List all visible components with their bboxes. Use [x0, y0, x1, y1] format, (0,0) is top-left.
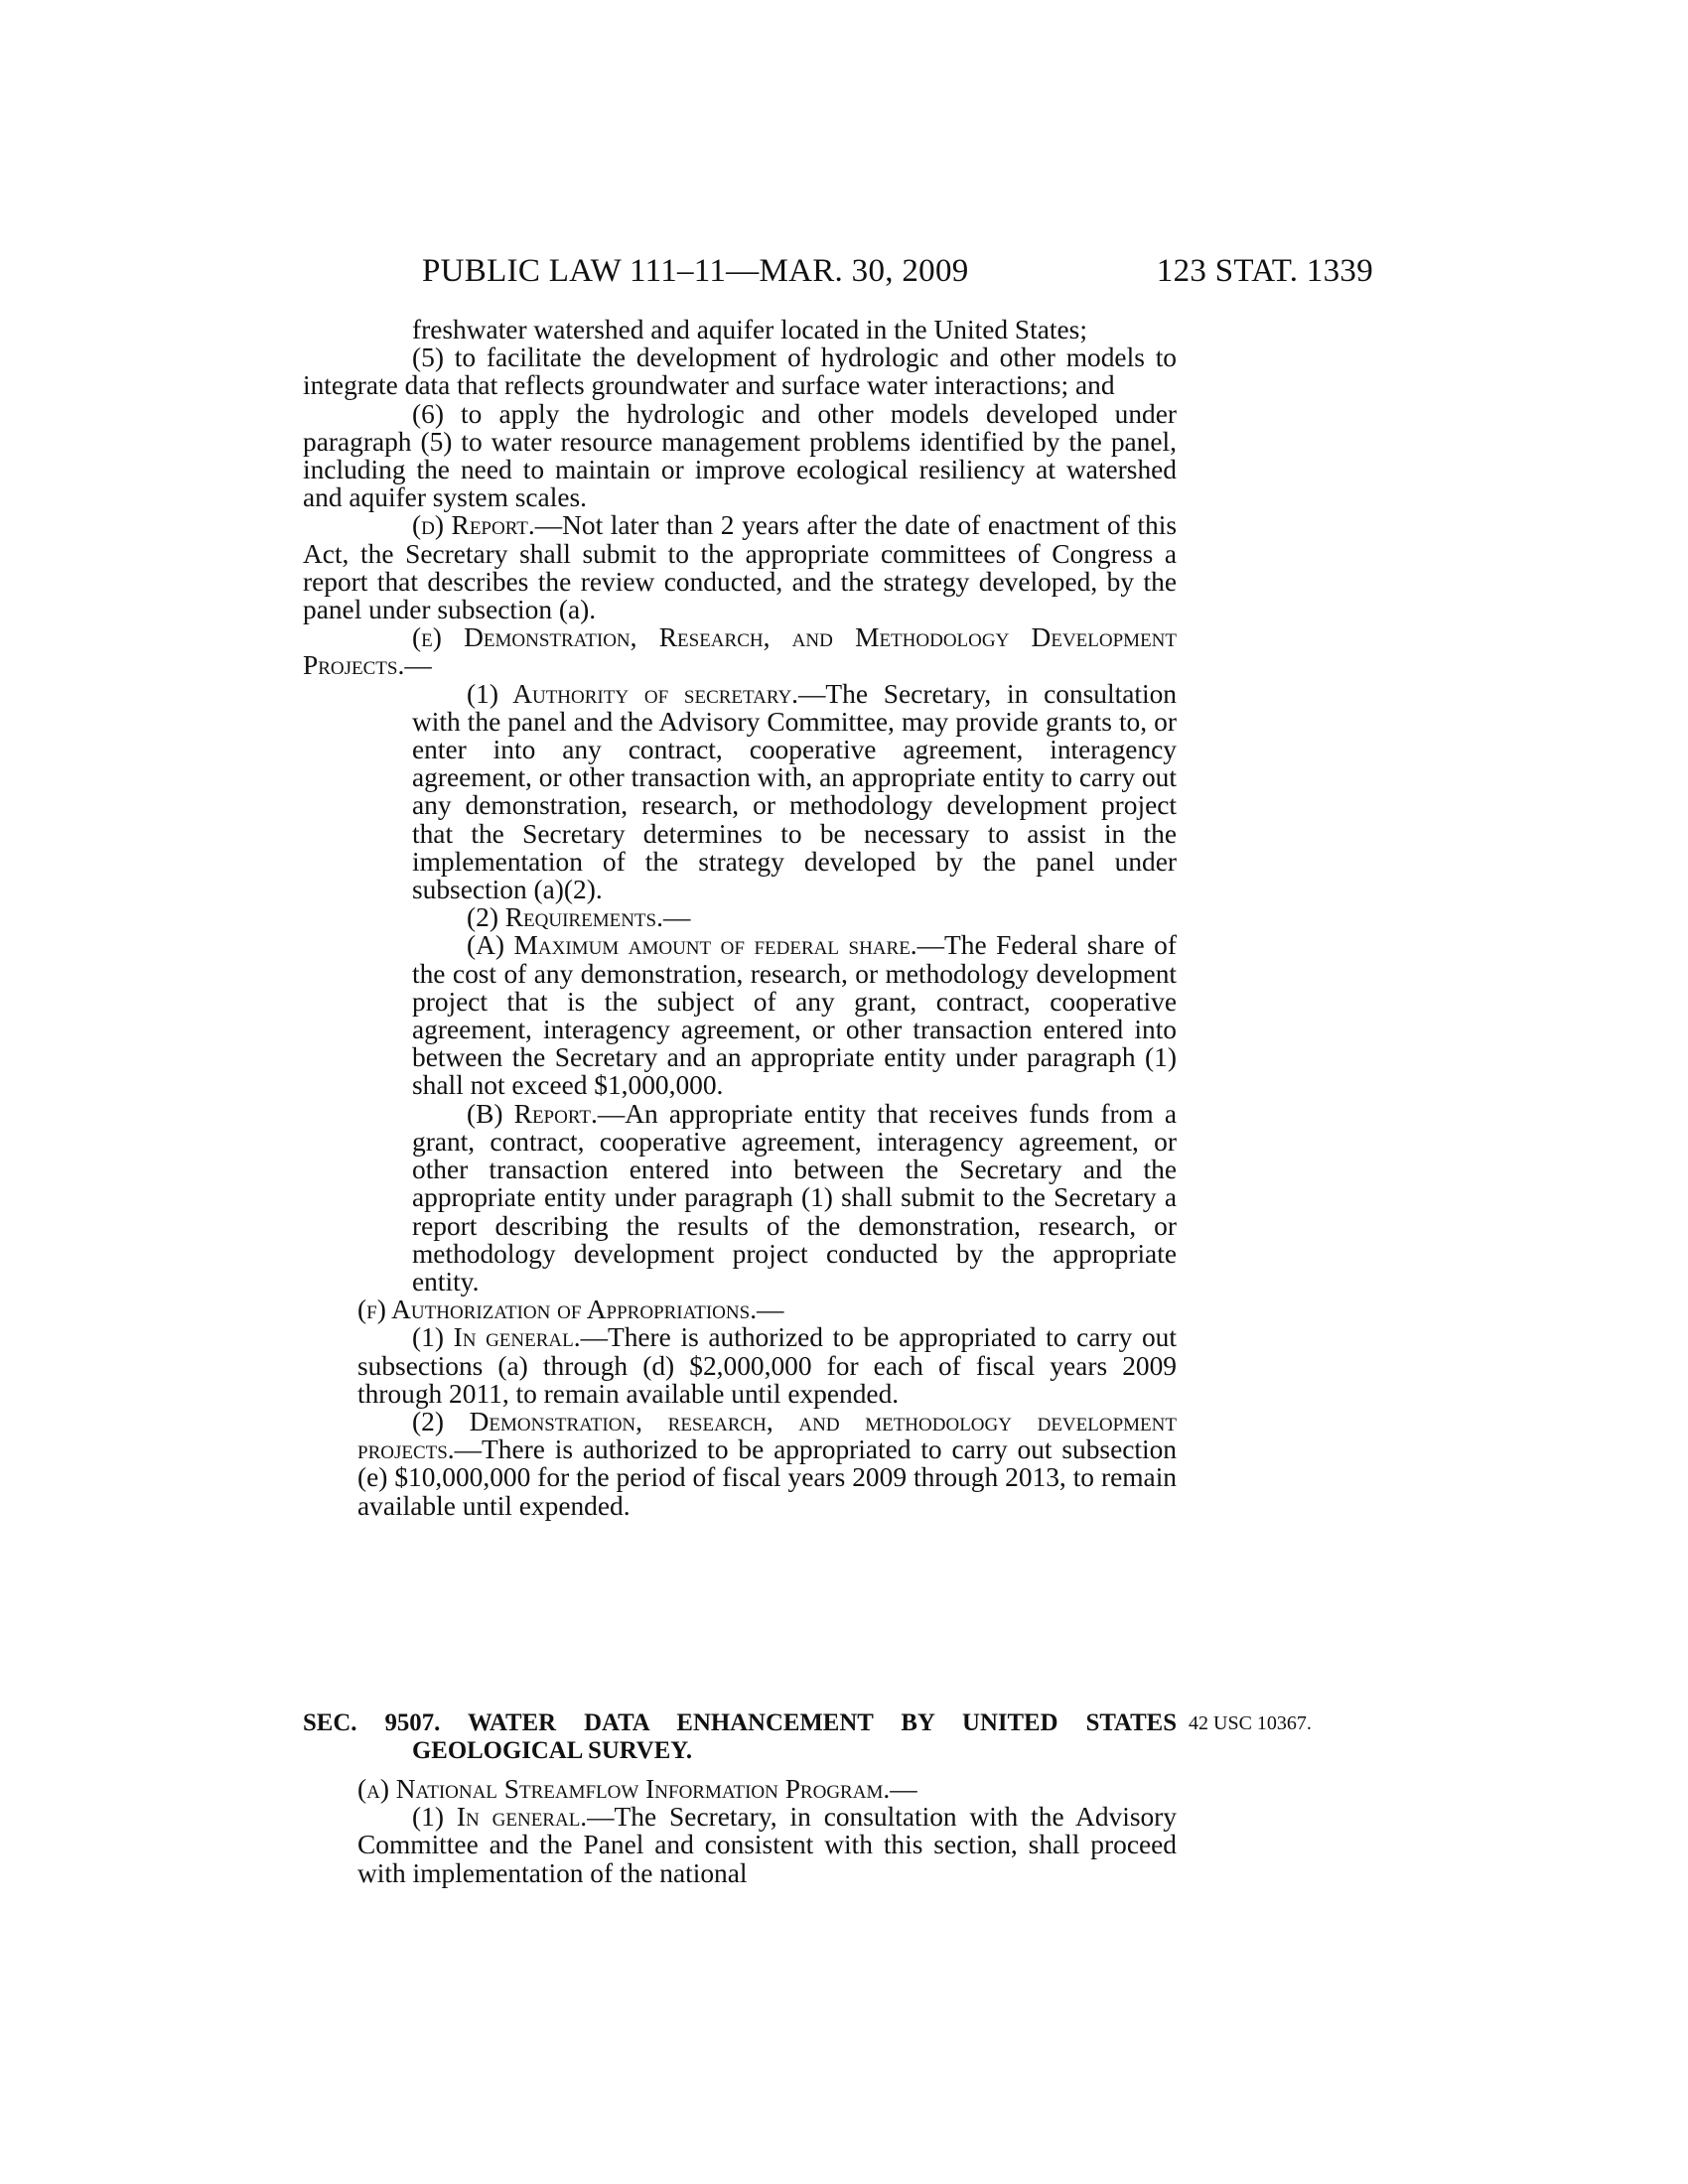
subsection-e-heading: (e) Demonstration, Research, and Methodology Development Projects.	[303, 622, 1177, 681]
usc-citation-margin-note: 42 USC 10367.	[1189, 1712, 1312, 1734]
subsection-e-2-a-heading: (A) Maximum amount of federal share.	[467, 930, 917, 961]
subsection-d-heading: (d) Report.	[412, 510, 535, 541]
subsection-d-text: —Not later than 2 years after the date of enactment of this Act, the Secretary shall submit to the appropriate committees of Congress a report that describes the review conducted, and the strategy developed, by the panel under subsection (a).	[303, 510, 1177, 625]
subsection-e-1	[303, 680, 1177, 904]
section-subsection-a-dash: —	[890, 1774, 917, 1804]
subsection-f-1-heading: (1) In general.	[412, 1322, 581, 1353]
subsection-e-1-heading: (1) Authority of secretary.	[467, 678, 799, 709]
section-body	[303, 1775, 1177, 1887]
section-subsection-a-1-heading: (1) In general.	[412, 1802, 588, 1833]
law-title: PUBLIC LAW 111–11—MAR. 30, 2009	[422, 253, 969, 289]
section-heading-line-2: GEOLOGICAL SURVEY.	[412, 1737, 693, 1764]
page-number: 123 STAT. 1339	[1156, 253, 1373, 289]
subsection-f-1	[303, 1323, 1177, 1408]
section-subsection-a	[303, 1775, 1177, 1803]
section-subsection-a-1	[303, 1803, 1177, 1887]
subsection-e-2-a	[303, 931, 1177, 1099]
subsection-f	[303, 1296, 1177, 1323]
subsection-e-2	[303, 903, 1177, 931]
paragraph-6: (6) to apply the hydrologic and other models developed under paragraph (5) to water resource management problems identified by the panel, including the need to maintain or improve ecological resiliency at watershed and aquifer system scales.	[303, 398, 1177, 513]
subsection-e-dash: —	[404, 650, 432, 681]
subsection-e-2-b	[303, 1100, 1177, 1296]
section-subsection-a-heading: (a) National Streamflow Information Program.	[357, 1774, 891, 1804]
subsection-f-2	[303, 1408, 1177, 1520]
section-heading-line-1: SEC. 9507. WATER DATA ENHANCEMENT BY UNITED STATES	[303, 1709, 1177, 1736]
section-subsection-a-1-text: —The Secretary, in consultation with the Advisory Committee and the Panel and consistent with this section, shall proceed with implementation of the national	[357, 1802, 1177, 1888]
paragraph-5: (5) to facilitate the development of hydrologic and other models to integrate data that reflects groundwater and surface water interactions; and	[303, 342, 1177, 401]
subsection-f-2-text: —There is authorized to be appropriated to carry out subsection (e) $10,000,000 for the period of fiscal years 2009 through 2013, to remain available until expended.	[357, 1434, 1177, 1521]
section-heading	[303, 1709, 1177, 1765]
subsection-e-2-b-text: —An appropriate entity that receives funds from a grant, contract, cooperative agreement, interagency agreement, or other transaction entered into between the Secretary and the appropriate entity under paragraph (1) shall submit to the Secretary a report describing the results of the demonstration, research, or methodology development project conducted by the appropriate entity.	[412, 1098, 1177, 1297]
subsection-e-2-dash: —	[662, 902, 691, 933]
subsection-e-1-text: —The Secretary, in consultation with the panel and the Advisory Committee, may provide grants to, or enter into any contract, cooperative agreement, interagency agreement, or other transaction with, an appropriate entity to carry out any demonstration, research, or methodology development project that the Secretary determines to be necessary to assist in the implementation of the strategy developed by the panel under subsection (a)(2).	[412, 678, 1177, 905]
subsection-d	[303, 511, 1177, 623]
paragraph-4-continued: freshwater watershed and aquifer located in the United States;	[412, 315, 1087, 344]
subsection-f-1-text: —There is authorized to be appropriated to carry out subsections (a) through (d) $2,000,000 for each of fiscal years 2009 through 2011, to remain available until expended.	[357, 1322, 1177, 1409]
subsection-e-2-b-heading: (B) Report.	[467, 1098, 598, 1129]
subsection-f-heading: (f) Authorization of Appropriations.	[357, 1295, 758, 1325]
subsection-f-2-heading: (2) Demonstration, research, and methodology development projects.	[357, 1406, 1177, 1465]
body-text	[303, 316, 1177, 1520]
subsection-e-2-heading: (2) Requirements.	[467, 902, 663, 933]
subsection-f-dash: —	[757, 1295, 784, 1325]
subsection-e-2-a-text: —The Federal share of the cost of any demonstration, research, or methodology development project that is the subject of any grant, contract, cooperative agreement, interagency agreement, or other transaction entered into between the Secretary and an appropriate entity under paragraph (1) shall not exceed $1,000,000.	[412, 930, 1177, 1101]
subsection-e	[303, 623, 1177, 679]
